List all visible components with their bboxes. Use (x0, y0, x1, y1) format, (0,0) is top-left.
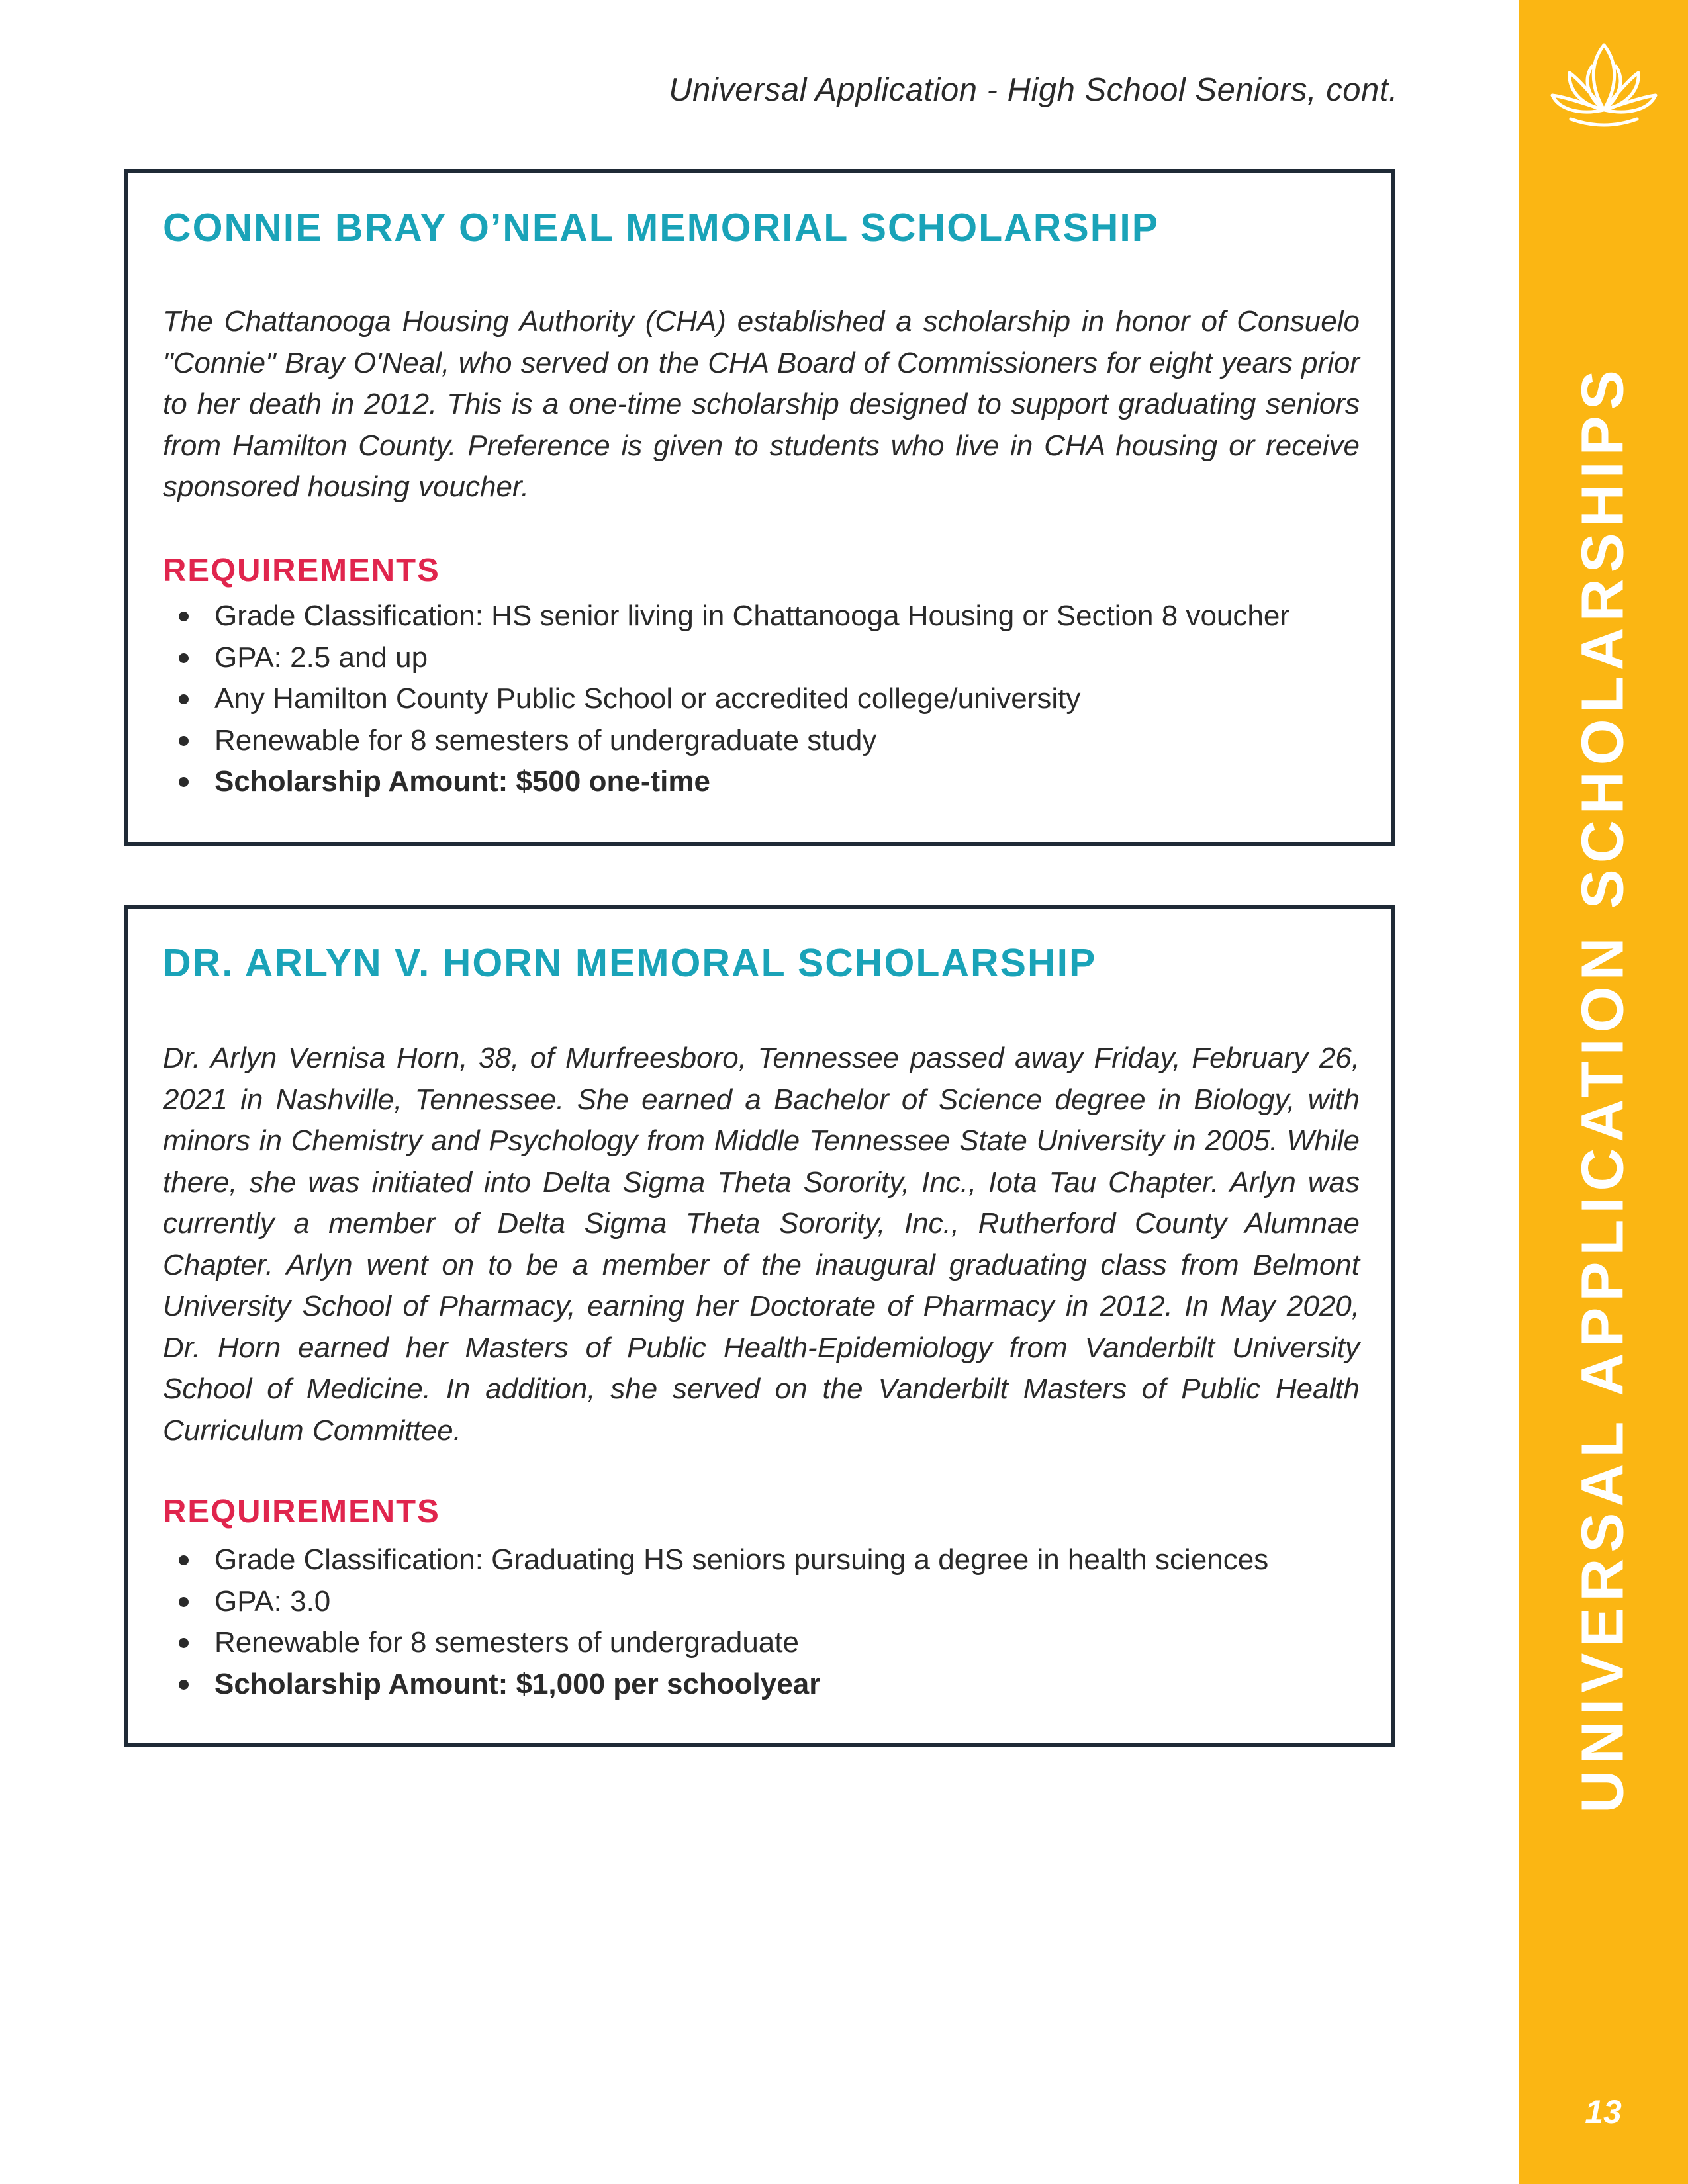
requirement-item (163, 1539, 1360, 1581)
requirement-text: GPA: 2.5 and up (214, 641, 428, 674)
requirement-item (163, 1581, 1360, 1623)
bullet-icon (179, 694, 189, 704)
bullet-icon (179, 653, 189, 663)
requirement-text: Grade Classification: Graduating HS seniors pursuing a degree in health sciences (214, 1543, 1269, 1576)
amount-text: Scholarship Amount: $500 one-time (214, 765, 710, 797)
requirements-heading: REQUIREMENTS (163, 553, 440, 588)
requirement-item (163, 678, 1360, 720)
requirements-heading: REQUIREMENTS (163, 1494, 440, 1529)
scholarship-card-oneal (124, 169, 1395, 846)
requirements-list (163, 596, 1360, 803)
requirement-item (163, 720, 1360, 762)
scholarship-amount (163, 761, 1360, 803)
page-header: Universal Application - High School Seniors, cont. (669, 72, 1398, 108)
requirement-item (163, 637, 1360, 679)
requirement-item (163, 1622, 1360, 1664)
bullet-icon (179, 1555, 189, 1565)
requirement-item (163, 596, 1360, 637)
scholarship-title: CONNIE BRAY O’NEAL MEMORIAL SCHOLARSHIP (163, 206, 1160, 250)
lotus-icon (1544, 32, 1664, 138)
amount-text: Scholarship Amount: $1,000 per schoolyear (214, 1667, 821, 1700)
bullet-icon (179, 612, 189, 621)
bullet-icon (179, 1680, 189, 1690)
bullet-icon (179, 736, 189, 746)
requirement-text: Grade Classification: HS senior living in Chattanooga Housing or Section 8 voucher (214, 600, 1289, 632)
scholarship-description: Dr. Arlyn Vernisa Horn, 38, of Murfreesboro, Tennessee passed away Friday, February 26, 2021 in Nashville, Tennessee. She earned a Bachelor of Science degree in Biology, with minors in Chemistry and Psychology from Middle Tennessee State University in 2005. While there, she was initiated into Delta Sigma Theta Sorority, Inc., Iota Tau Chapter. Arlyn was currently a member of Delta Sigma Theta Sorority, Inc., Rutherford County Alumnae Chapter. Arlyn went on to be a member of the inaugural graduating class from Belmont University School of Pharmacy, earning her Doctorate of Pharmacy in 2012. In May 2020, Dr. Horn earned her Masters of Public Health-Epidemiology from Vanderbilt University School of Medicine. In addition, she served on the Vanderbilt Masters of Public Health Curriculum Committee. (163, 1042, 1360, 1447)
scholarship-title: DR. ARLYN V. HORN MEMORAL SCHOLARSHIP (163, 941, 1097, 985)
requirement-text: Renewable for 8 semesters of undergraduate (214, 1626, 799, 1659)
sidebar (1519, 0, 1688, 2184)
sidebar-title: UNIVERSAL APPLICATION SCHOLARSHIPS (1570, 364, 1636, 1813)
scholarship-card-horn (124, 905, 1395, 1747)
bullet-icon (179, 1638, 189, 1648)
bullet-icon (179, 777, 189, 787)
bullet-icon (179, 1597, 189, 1607)
requirement-text: GPA: 3.0 (214, 1584, 331, 1617)
scholarship-amount (163, 1664, 1360, 1706)
requirement-text: Any Hamilton County Public School or accredited college/university (214, 682, 1081, 715)
sidebar-title-area (1519, 364, 1688, 1813)
requirement-text: Renewable for 8 semesters of undergraduate study (214, 723, 877, 756)
requirements-list (163, 1539, 1360, 1705)
page-number: 13 (1585, 2093, 1622, 2130)
scholarship-description: The Chattanooga Housing Authority (CHA) established a scholarship in honor of Consuelo "Connie" Bray O'Neal, who served on the CHA Board of Commissioners for eight years prior to her death in 2012. This is a one-time scholarship designed to support graduating seniors from Hamilton County. Preference is given to students who live in CHA housing or receive sponsored housing voucher. (163, 305, 1360, 503)
